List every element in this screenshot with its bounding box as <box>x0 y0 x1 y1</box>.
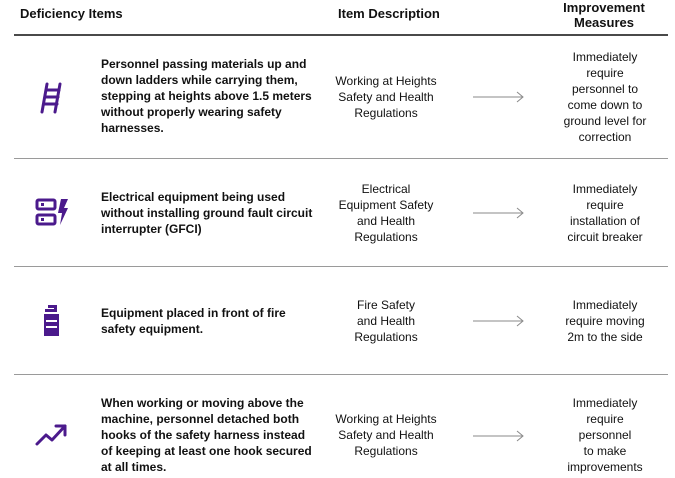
improvement-measure-line: 2m to the side <box>567 330 643 344</box>
right-arrow-icon <box>472 430 526 442</box>
improvement-measure-line: circuit breaker <box>567 230 643 244</box>
header-deficiency-items: Deficiency Items <box>20 6 123 21</box>
improvement-measure-line: Immediately <box>572 182 638 196</box>
improvement-measure <box>548 49 662 145</box>
right-arrow-icon <box>472 91 526 103</box>
deficiency-item-text: Personnel passing materials up and down ladders while carrying them, stepping at heights above 1.5 meters without properly wearing safety harnesses. <box>101 57 312 135</box>
improvement-measure-line: personnel <box>578 428 632 442</box>
improvement-measure-line: improvements <box>567 460 643 474</box>
item-description <box>320 73 452 121</box>
improvement-measure <box>548 297 662 345</box>
item-description-line: Working at Heights <box>335 412 437 426</box>
item-description-line: Regulations <box>354 444 418 458</box>
improvement-measure <box>548 181 662 245</box>
improvement-measure <box>548 395 662 475</box>
improvement-measure-line: require moving <box>565 314 645 328</box>
trend-up-icon <box>34 417 70 453</box>
right-arrow-icon <box>472 315 526 327</box>
improvement-measure-line: installation of <box>569 214 641 228</box>
row-divider <box>14 374 668 375</box>
header-improvement-measures <box>548 0 660 30</box>
deficiency-item-text: When working or moving above the machine, personnel detached both hooks of the safety harness instead of keeping at least one hook secured at all times. <box>101 396 312 474</box>
deficiency-item-text: Electrical equipment being used without installing ground fault circuit interrupter (GFCI) <box>101 190 313 236</box>
item-description <box>320 181 452 245</box>
improvement-measure-line: personnel to <box>571 82 639 96</box>
deficiency-item-text: Equipment placed in front of fire safety equipment. <box>101 306 286 336</box>
ladder-icon <box>34 80 70 116</box>
item-description-line: and Health <box>356 214 416 228</box>
improvement-measure-line: require <box>586 66 624 80</box>
header-measures-line-2: Measures <box>574 15 634 30</box>
improvement-measure-line: Immediately <box>572 50 638 64</box>
item-description-line: Working at Heights <box>335 74 437 88</box>
right-arrow-icon <box>472 207 526 219</box>
item-description-line: Safety and Health <box>338 90 434 104</box>
item-description-line: Equipment Safety <box>338 198 434 212</box>
improvement-measure-line: Immediately <box>572 396 638 410</box>
improvement-measure-line: correction <box>578 130 632 144</box>
item-description-line: Electrical <box>361 182 411 196</box>
improvement-measure-line: to make <box>583 444 627 458</box>
fire-extinguisher-icon <box>34 303 70 339</box>
improvement-measure-line: Immediately <box>572 298 638 312</box>
item-description-line: Fire Safety <box>356 298 416 312</box>
row-divider <box>14 158 668 159</box>
row-divider <box>14 266 668 267</box>
improvement-measure-line: require <box>586 412 624 426</box>
item-description-line: Regulations <box>354 330 418 344</box>
improvement-measure-line: come down to <box>567 98 643 112</box>
item-description-line: Regulations <box>354 230 418 244</box>
electrical-equipment-icon <box>34 195 70 231</box>
item-description-line: and Health <box>356 314 416 328</box>
item-description <box>320 297 452 345</box>
header-item-description: Item Description <box>338 6 440 21</box>
improvement-measure-line: ground level for <box>563 114 647 128</box>
item-description-line: Safety and Health <box>338 428 434 442</box>
header-divider <box>14 34 668 36</box>
improvement-measure-line: require <box>586 198 624 212</box>
item-description <box>320 411 452 459</box>
item-description-line: Regulations <box>354 106 418 120</box>
header-measures-line-1: Improvement <box>563 0 645 15</box>
